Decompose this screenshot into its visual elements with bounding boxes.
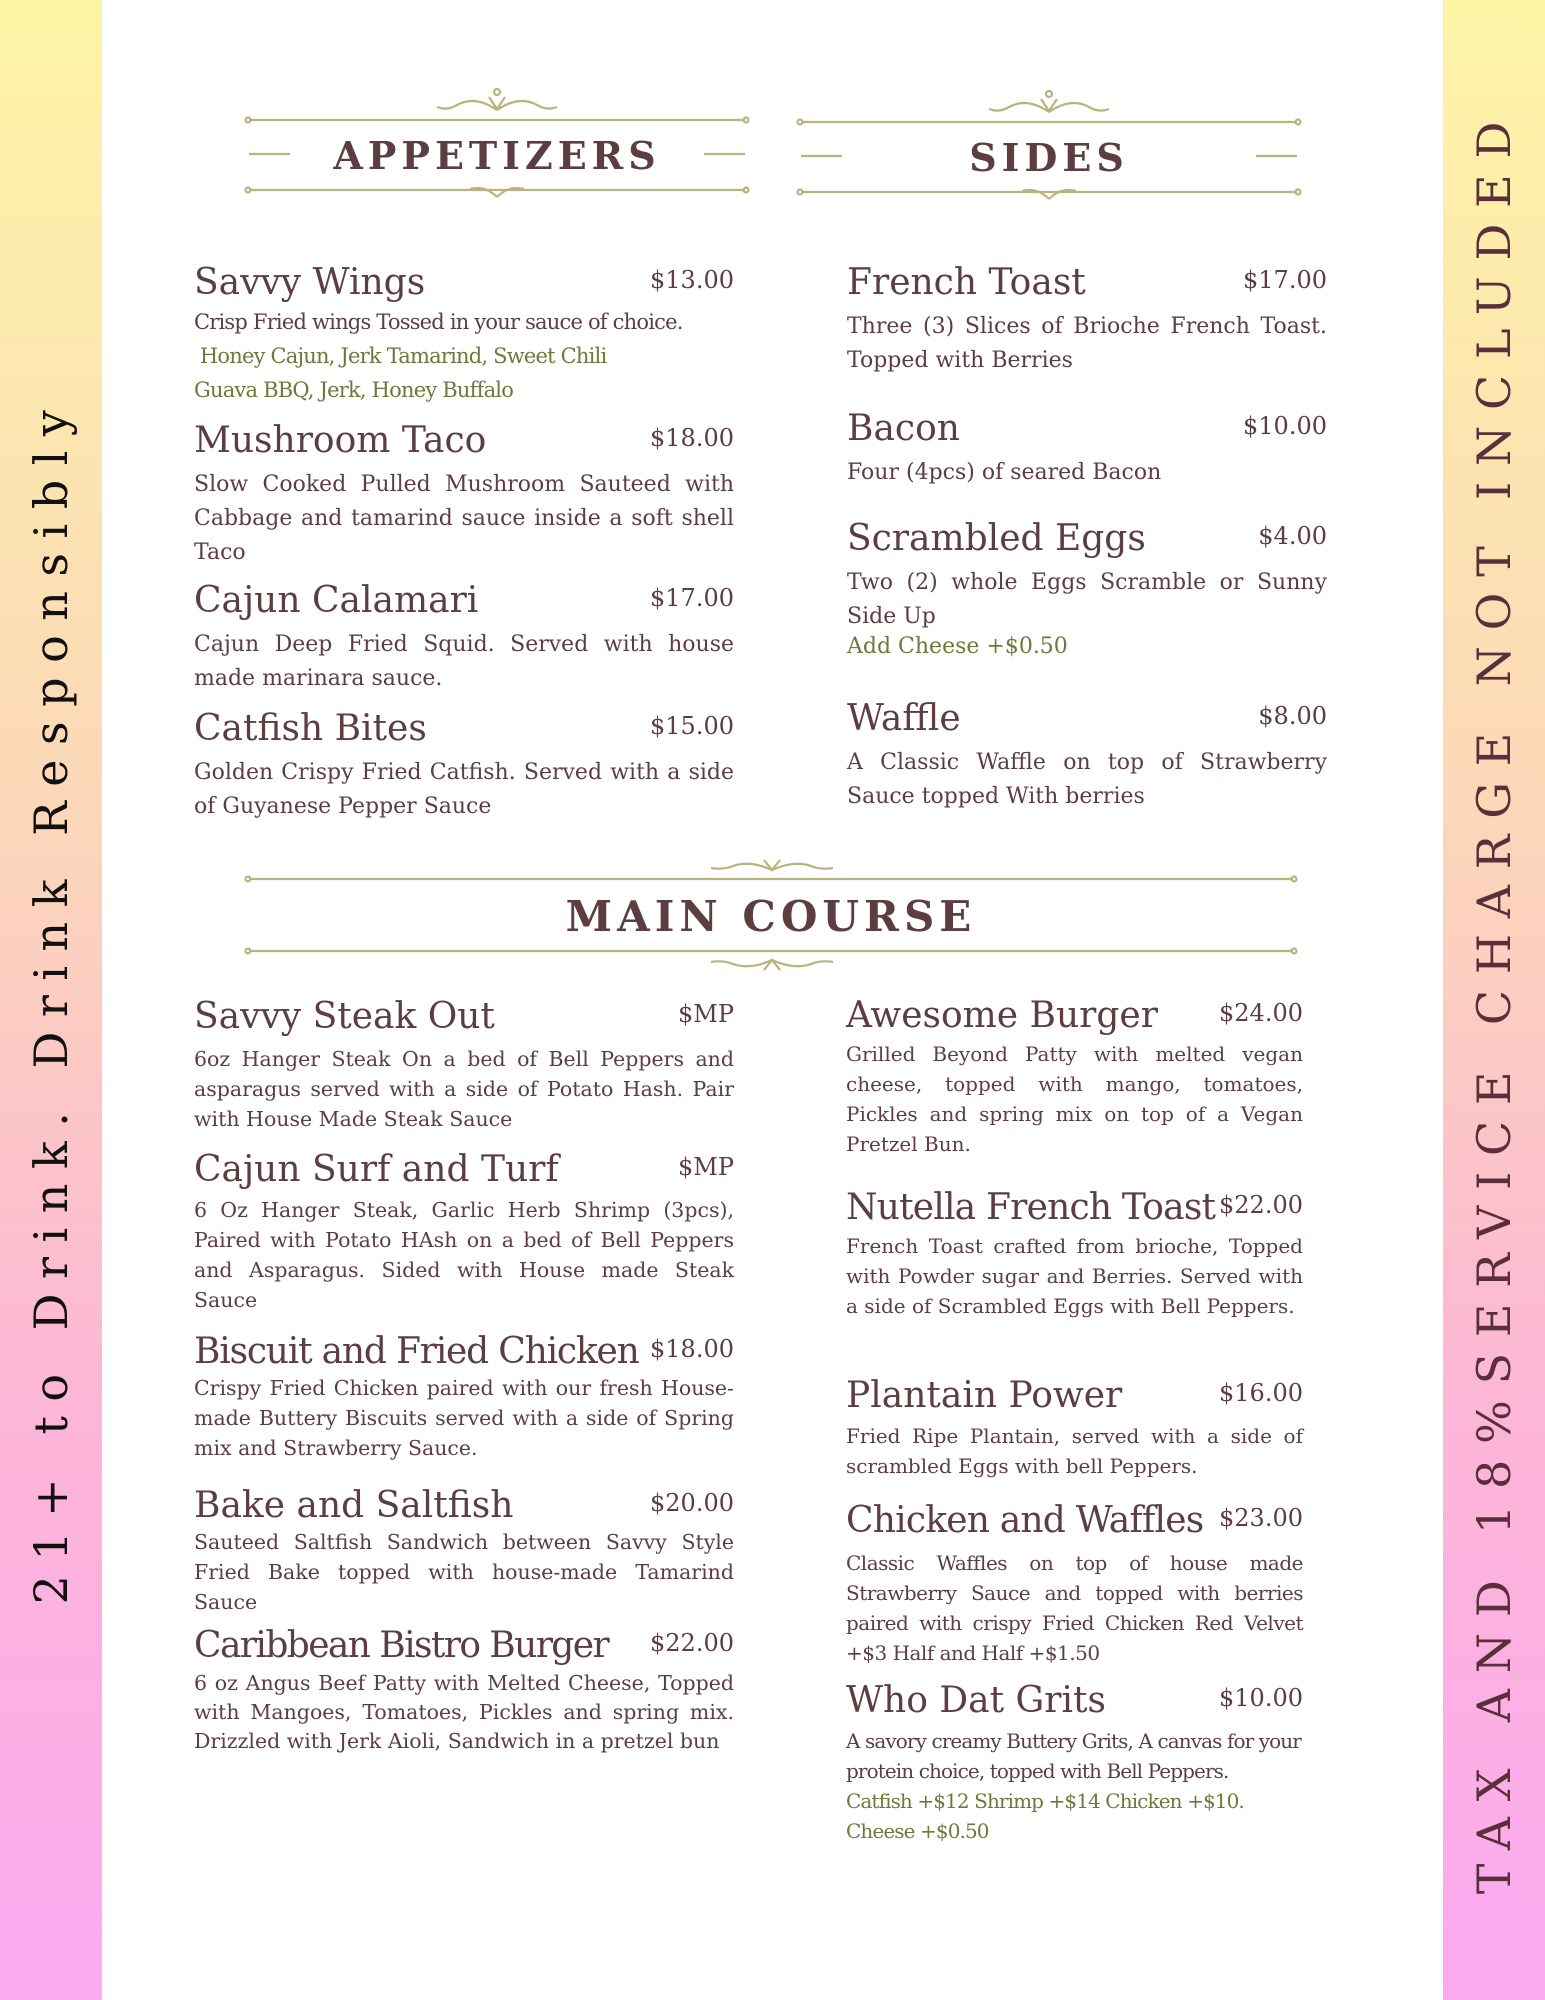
item-name: Caribbean Bistro Burger: [194, 1625, 609, 1666]
item-description: 6oz Hanger Steak On a bed of Bell Peppers and asparagus served with a side of Potato Hash. Pair with House Made Steak Sauce: [194, 1047, 734, 1131]
item-price: $15.00: [650, 712, 734, 740]
item-name: Nutella French Toast: [846, 1187, 1216, 1228]
item-description: Classic Waffles on top of house made Strawberry Sauce and topped with berries paired with crispy Fried Chicken Red Velvet +$3 Half and Half +$1.50: [846, 1551, 1303, 1665]
item-price: $18.00: [650, 1335, 734, 1363]
item-price: $17.00: [650, 584, 734, 612]
sides-title: SIDES: [969, 135, 1129, 180]
item-description: 6 oz Angus Beef Patty with Melted Cheese, Topped with Mangoes, Tomatoes, Pickles and spring mix. Drizzled with Jerk Aioli, Sandwich in a pretzel bun: [194, 1671, 734, 1753]
item-price: $13.00: [650, 266, 734, 294]
left-side-banner: [0, 0, 102, 2000]
menu-item-chicken-and-waffles: [846, 1500, 1303, 1670]
item-name: Catfish Bites: [194, 708, 427, 749]
item-price: $8.00: [1258, 702, 1327, 730]
menu-item-catfish-bites: [194, 708, 734, 828]
item-name: Scrambled Eggs: [847, 518, 1146, 559]
item-price: $17.00: [1243, 266, 1327, 294]
menu-item-bake-and-saltfish: [194, 1485, 734, 1625]
item-name: Waffle: [847, 698, 961, 739]
item-name: Mushroom Taco: [194, 420, 487, 461]
item-price: $10.00: [1243, 412, 1327, 440]
item-description: Crisp Fried wings Tossed in your sauce of choice.: [194, 310, 683, 334]
item-description: 6 Oz Hanger Steak, Garlic Herb Shrimp (3pcs), Paired with Potato HAsh on a bed of Bell Peppers and Asparagus. Sided with House made Steak Sauce: [194, 1198, 734, 1312]
item-name: Biscuit and Fried Chicken: [194, 1331, 639, 1372]
appetizers-title: APPETIZERS: [333, 133, 661, 178]
main-course-header: [245, 848, 1297, 983]
item-price: $22.00: [650, 1629, 734, 1657]
item-name: Cajun Surf and Turf: [194, 1149, 559, 1190]
drink-responsibly-notice: 21+ to Drink. Drink Responsibly: [24, 395, 78, 1605]
item-name: Who Dat Grits: [846, 1680, 1106, 1721]
menu-item-cajun-surf-and-turf: [194, 1149, 734, 1319]
tax-service-charge-notice: TAX AND 18%SERVICE CHARGE NOT INCLUDED: [1467, 105, 1521, 1895]
menu-item-french-toast: [847, 262, 1327, 382]
menu-item-who-dat-grits: [846, 1680, 1303, 1850]
item-price: $10.00: [1219, 1684, 1303, 1712]
item-description: Three (3) Slices of Brioche French Toast. Topped with Berries: [847, 314, 1327, 373]
item-description: French Toast crafted from brioche, Topped with Powder sugar and Berries. Served with a side of Scrambled Eggs with Bell Peppers.: [846, 1234, 1303, 1318]
item-description: Grilled Beyond Patty with melted vegan cheese, topped with mango, tomatoes, Pickles and spring mix on top of a Vegan Pretzel Bun.: [846, 1042, 1303, 1156]
item-price: $23.00: [1219, 1504, 1303, 1532]
item-price: $22.00: [1219, 1191, 1303, 1219]
menu-item-nutella-french-toast: [846, 1187, 1303, 1357]
menu-item-waffle: [847, 698, 1327, 818]
item-description: Sauteed Saltfish Sandwich between Savvy Style Fried Bake topped with house-made Tamarind Sauce: [194, 1530, 734, 1614]
item-description: Four (4pcs) of seared Bacon: [847, 460, 1162, 485]
appetizers-header: [245, 85, 749, 200]
item-name: Awesome Burger: [846, 995, 1158, 1036]
item-name: Chicken and Waffles: [846, 1500, 1204, 1541]
item-name: French Toast: [847, 262, 1086, 303]
item-price: $24.00: [1219, 999, 1303, 1027]
item-name: Cajun Calamari: [194, 580, 479, 621]
item-name: Bacon: [847, 408, 960, 449]
item-description: Fried Ripe Plantain, served with a side of scrambled Eggs with bell Peppers.: [846, 1424, 1303, 1478]
item-add-on: Add Cheese +$0.50: [847, 634, 1068, 659]
item-name: Bake and Saltfish: [194, 1485, 514, 1526]
item-price: $20.00: [650, 1489, 734, 1517]
menu-item-caribbean-bistro-burger: [194, 1625, 734, 1765]
menu-item-bacon: [847, 408, 1327, 488]
item-description: Two (2) whole Eggs Scramble or Sunny Side Up: [847, 570, 1327, 629]
menu-item-biscuit-and-fried-chicken: [194, 1331, 734, 1471]
item-description: A Classic Waffle on top of Strawberry Sauce topped With berries: [847, 750, 1327, 809]
menu-item-scrambled-eggs: [847, 518, 1327, 668]
item-price: $MP: [678, 1153, 734, 1181]
item-description: Crispy Fried Chicken paired with our fresh House-made Buttery Biscuits served with a side of Spring mix and Strawberry Sauce.: [194, 1376, 734, 1460]
item-sauce-options: Guava BBQ, Jerk, Honey Buffalo: [194, 378, 514, 402]
item-name: Savvy Steak Out: [194, 996, 495, 1037]
item-name: Savvy Wings: [194, 262, 426, 303]
item-description: Cajun Deep Fried Squid. Served with house made marinara sauce.: [194, 632, 734, 691]
menu-item-plantain-power: [846, 1375, 1303, 1495]
menu-item-awesome-burger: [846, 995, 1303, 1165]
item-price: $MP: [678, 1000, 734, 1028]
item-description: A savory creamy Buttery Grits, A canvas for your protein choice, topped with Bell Peppers.: [846, 1729, 1301, 1783]
sides-header: [797, 87, 1301, 202]
right-side-banner: [1443, 0, 1545, 2000]
menu-item-cajun-calamari: [194, 580, 734, 700]
item-price: $16.00: [1219, 1379, 1303, 1407]
menu-item-savvy-steak-out: [194, 996, 734, 1136]
item-name: Plantain Power: [846, 1375, 1123, 1416]
item-price: $18.00: [650, 424, 734, 452]
menu-item-savvy-wings: [194, 262, 734, 412]
menu-item-mushroom-taco: [194, 420, 734, 570]
item-price: $4.00: [1258, 522, 1327, 550]
item-description: Slow Cooked Pulled Mushroom Sauteed with Cabbage and tamarind sauce inside a soft shell Taco: [194, 472, 734, 565]
item-protein-options: Catfish +$12 Shrimp +$14 Chicken +$10. Cheese +$0.50: [846, 1789, 1244, 1843]
item-sauce-options: Honey Cajun, Jerk Tamarind, Sweet Chili: [194, 344, 607, 368]
item-description: Golden Crispy Fried Catfish. Served with a side of Guyanese Pepper Sauce: [194, 760, 734, 819]
main-course-title: MAIN COURSE: [565, 892, 977, 941]
